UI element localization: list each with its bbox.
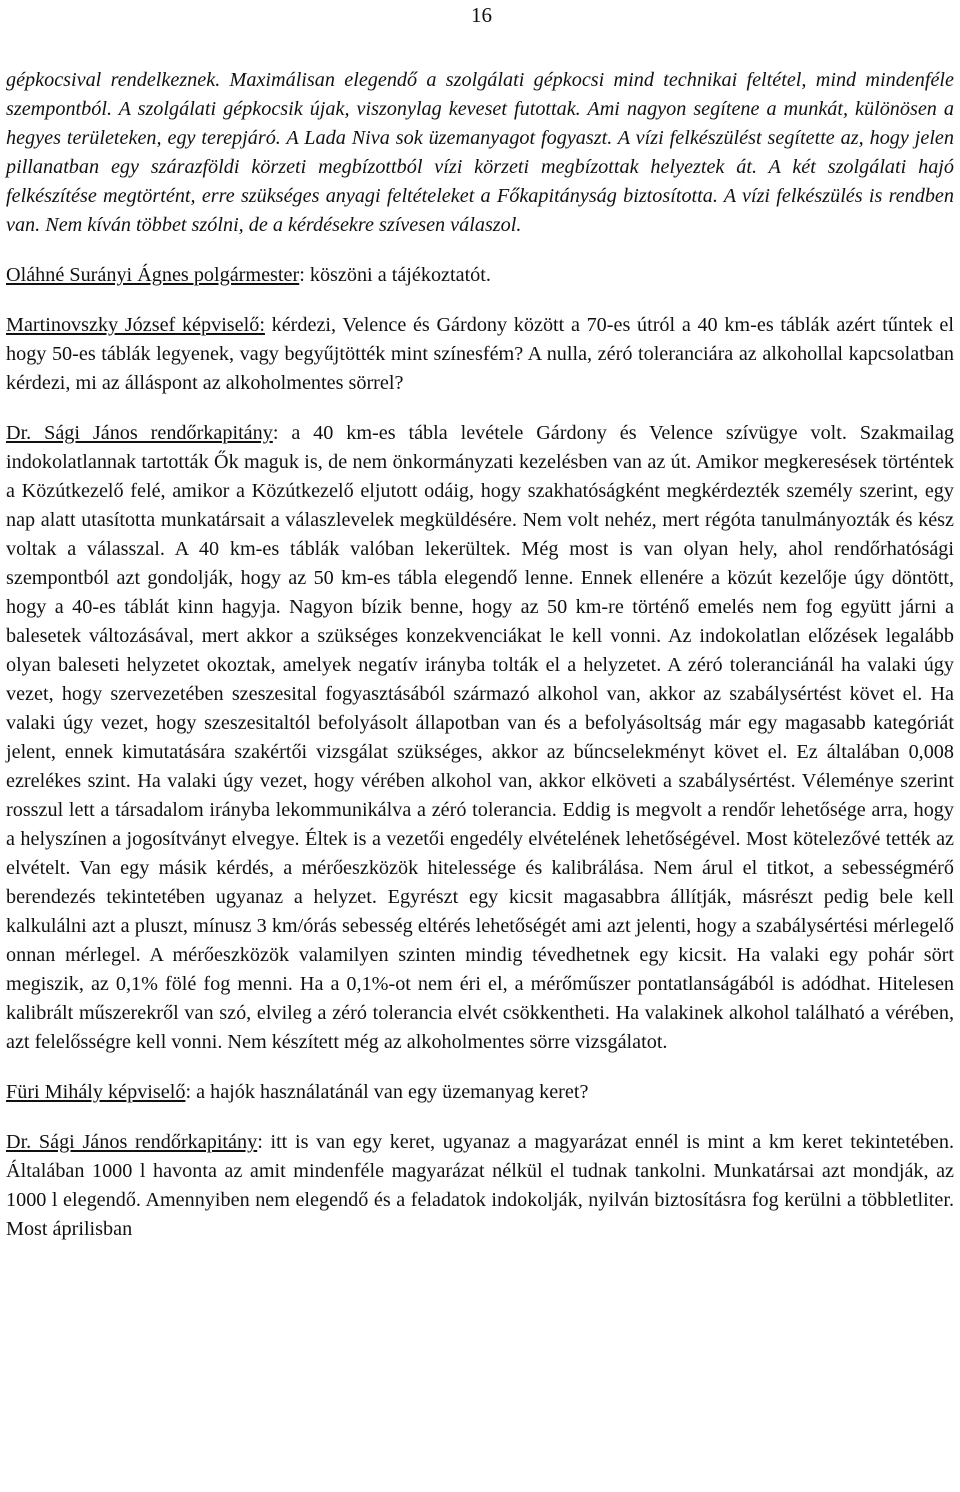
paragraph-4 bbox=[6, 419, 954, 1057]
paragraph-text: : itt is van egy keret, ugyanaz a magyarázat ennél is mint a km keret tekintetében. Általában 1000 l havonta az amit mindenféle magyarázat nélkül el tudnak tankolni. Munkatársai azt mondják, az 1000 l elegendő. Amennyiben nem elegendő és a feladatok indokolják, nyilván biztosításra fog kerülni a többletliter. Most áprilisban bbox=[6, 1131, 954, 1240]
speaker-name: Dr. Sági János rendőrkapitány bbox=[6, 1131, 258, 1153]
document-body bbox=[6, 66, 954, 1265]
paragraph-text: : köszöni a tájékoztatót. bbox=[299, 264, 491, 286]
paragraph-1 bbox=[6, 66, 954, 240]
paragraph-text: : a hajók használatánál van egy üzemanyag keret? bbox=[185, 1081, 589, 1103]
paragraph-5 bbox=[6, 1078, 954, 1107]
speaker-name: Martinovszky József képviselő: bbox=[6, 314, 265, 336]
page-number: 16 bbox=[471, 3, 492, 27]
paragraph-text: kérdezi, Velence és Gárdony között a 70-es útról a 40 km-es táblák azért tűntek el hogy 50-es táblák legyenek, vagy begyűjtötték mint színesfém? A nulla, zéró toleranciára az alkohollal kapcsolatban kérdezi, mi az álláspont az alkoholmentes sörrel? bbox=[6, 314, 954, 394]
speaker-name: Dr. Sági János rendőrkapitány bbox=[6, 422, 273, 444]
paragraph-text: gépkocsival rendelkeznek. Maximálisan elegendő a szolgálati gépkocsi mind technikai feltétel, mind mindenféle szempontból. A szolgálati gépkocsik újak, viszonylag keveset futottak. Ami nagyon segítene a munkát, különösen a hegyes területeken, egy terepjáró. A Lada Niva sok üzemanyagot fogyaszt. A vízi felkészülést segítette az, hogy jelen pillanatban egy szárazföldi körzeti megbízottból vízi körzeti megbízottak helyeztek át. A két szolgálati hajó felkészítése megtörtént, erre szükséges anyagi feltételeket a Főkapitányság biztosította. A vízi felkészülés is rendben van. Nem kíván többet szólni, de a kérdésekre szívesen válaszol. bbox=[6, 69, 954, 236]
paragraph-text: : a 40 km-es tábla levétele Gárdony és Velence szívügye volt. Szakmailag indokolatlannak tartották Ők maguk is, de nem önkormányzati kezelésben van az út. Amikor megkeresések történtek a Közútkezelő felé, amikor a Közútkezelő eljutott odáig, hogy szakhatóságként megkérdezték személy szerint, egy nap alatt utasította munkatársait a válaszlevelek megküldésére. Nem volt nehéz, mert régóta tanulmányozták és kész voltak a válasszal. A 40 km-es táblák valóban lekerültek. Még most is van olyan hely, ahol rendőrhatósági szempontból azt gondolják, hogy az 50 km-es tábla elegendő lenne. Ennek ellenére a közút kezelője úgy döntött, hogy a 40-es táblát kinn hagyja. Nagyon bízik benne, hogy az 50 km-re történő emelés nem fog együtt járni a balesetek változásával, mert akkor a szükséges konzekvenciákat le kell vonni. Az indokolatlan előzések legalább olyan baleseti helyzetet okoztak, amelyek negatív irányba tolták el a helyzetet. A zéró toleranciánál ha valaki úgy vezet, hogy szervezetében szeszesital fogyasztásából származó alkohol van, akkor az szabálysértést követ el. Ha valaki úgy vezet, hogy szeszesitaltól befolyásolt állapotban van és a befolyásoltság már egy magasabb kategóriát jelent, ennek kimutatására szakértői vizsgálat szükséges, akkor az bűncselekményt követ el. Ez általában 0,008 ezrelékes szint. Ha valaki úgy vezet, hogy vérében alkohol van, akkor elköveti a szabálysértést. Véleménye szerint rosszul lett a társadalom irányba lekommunikálva a zéró tolerancia. Eddig is megvolt a rendőr lehetősége arra, hogy a helyszínen a jogosítványt elvegye. Éltek is a vezetői engedély elvételének lehetőségével. Most kötelezővé tették az elvételt. Van egy másik kérdés, a mérőeszközök hitelessége és kalibrálása. Nem árul el titkot, a sebességmérő berendezés tekintetében ugyanaz a helyzet. Egyrészt egy kicsit magasabbra állítják, másrészt pedig bele kell kalkulálni azt a pluszt, mínusz 3 km/órás sebesség eltérés lehetőségét ami azt jelenti, hogy a szabálysértési mérlegelő onnan mérlegel. A mérőeszközök valamilyen szinten mindig tévedhetnek egy kicsit. Ha valaki egy pohár sört megiszik, az 0,1% fölé fog menni. Ha a 0,1%-ot nem éri el, a mérőműszer pontatlanságából is adódhat. Hitelesen kalibrált műszerekről van szó, elvileg a zéró tolerancia elvét csökkentheti. Ha valakinek alkohol található a vérében, azt felelősségre kell vonni. Nem készített még az alkoholmentes sörre vizsgálatot. bbox=[6, 422, 954, 1053]
speaker-name: Füri Mihály képviselő bbox=[6, 1081, 186, 1103]
speaker-name: Oláhné Surányi Ágnes polgármester bbox=[6, 264, 300, 286]
paragraph-6 bbox=[6, 1128, 954, 1244]
paragraph-2 bbox=[6, 261, 954, 290]
paragraph-3 bbox=[6, 311, 954, 398]
